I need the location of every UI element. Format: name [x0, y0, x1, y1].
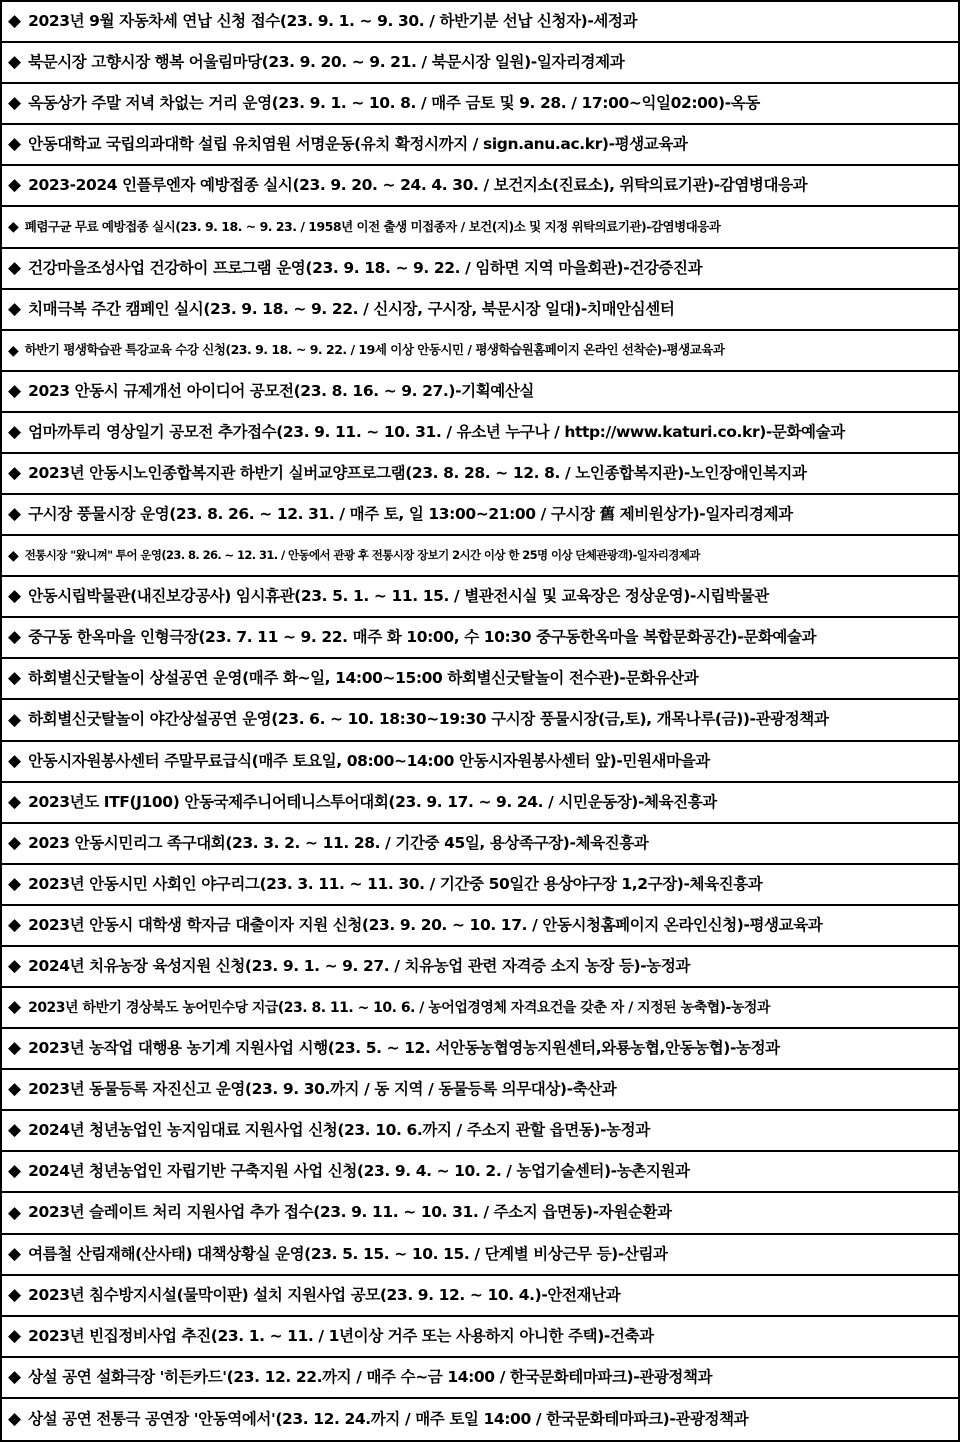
diamond-bullet-icon: ◆	[8, 299, 22, 319]
notice-text: 상설 공연 전통극 공연장 '안동역에서'(23. 12. 24.까지 / 매주 토일 14:00 / 한국문화테마파크)-관광정책과	[28, 1409, 749, 1428]
notice-item	[2, 1152, 958, 1193]
notice-item	[2, 43, 958, 84]
notice-text: 북문시장 고향시장 행복 어울림마당(23. 9. 20. ~ 9. 21. / 북문시장 일원)-일자리경제과	[28, 52, 625, 71]
notice-item	[2, 413, 958, 454]
notice-item	[2, 495, 958, 536]
diamond-bullet-icon: ◆	[8, 833, 22, 853]
diamond-bullet-icon: ◆	[8, 1326, 22, 1346]
diamond-bullet-icon: ◆	[8, 258, 22, 278]
diamond-bullet-icon: ◆	[8, 381, 22, 401]
notice-item	[2, 1317, 958, 1358]
notice-item	[2, 906, 958, 947]
diamond-bullet-icon: ◆	[8, 997, 22, 1017]
diamond-bullet-icon: ◆	[8, 627, 22, 647]
notice-item	[2, 1070, 958, 1111]
notice-text: 2023년 하반기 경상북도 농어민수당 지급(23. 8. 11. ~ 10. 6. / 농어업경영체 자격요건을 갖춘 자 / 지정된 농축협)-농정과	[28, 999, 770, 1016]
notice-text: 상설 공연 설화극장 '히든카드'(23. 12. 22.까지 / 매주 수~금 14:00 / 한국문화테마파크)-관광정책과	[28, 1367, 713, 1386]
diamond-bullet-icon: ◆	[8, 422, 22, 442]
notice-text: 2023년 빈집정비사업 추진(23. 1. ~ 11. / 1년이상 거주 또는 사용하지 아니한 주택)-건축과	[28, 1326, 654, 1345]
notice-text: 2023년 슬레이트 처리 지원사업 추가 접수(23. 9. 11. ~ 10. 31. / 주소지 읍면동)-자원순환과	[28, 1203, 672, 1222]
diamond-bullet-icon: ◆	[8, 751, 22, 771]
notice-text: 엄마까투리 영상일기 공모전 추가접수(23. 9. 11. ~ 10. 31. / 유소년 누구나 / http://www.katuri.co.kr)-문화예술과	[28, 422, 845, 441]
notice-item	[2, 125, 958, 166]
notice-item	[2, 824, 958, 865]
notice-item	[2, 659, 958, 700]
notice-item	[2, 166, 958, 207]
diamond-bullet-icon: ◆	[8, 175, 22, 195]
notice-text: 중구동 한옥마을 인형극장(23. 7. 11 ~ 9. 22. 매주 화 10:00, 수 10:30 중구동한옥마을 복합문화공간)-문화예술과	[28, 627, 817, 646]
notice-text: 2023년 안동시 대학생 학자금 대출이자 지원 신청(23. 9. 20. ~ 10. 17. / 안동시청홈페이지 온라인신청)-평생교육과	[28, 915, 823, 934]
diamond-bullet-icon: ◆	[8, 1038, 22, 1058]
diamond-bullet-icon: ◆	[8, 1409, 22, 1429]
notice-item	[2, 783, 958, 824]
notice-item	[2, 372, 958, 413]
notice-text: 2023년 안동시민 사회인 야구리그(23. 3. 11. ~ 11. 30. / 기간중 50일간 용상야구장 1,2구장)-체육진흥과	[28, 874, 763, 893]
diamond-bullet-icon: ◆	[8, 547, 19, 564]
notice-item	[2, 1276, 958, 1317]
notice-item	[2, 1235, 958, 1276]
notice-text: 여름철 산림재해(산사태) 대책상황실 운영(23. 5. 15. ~ 10. 15. / 단계별 비상근무 등)-산림과	[28, 1244, 668, 1263]
notice-item	[2, 700, 958, 742]
notice-text: 2023년 침수방지시설(물막이판) 설치 지원사업 공모(23. 9. 12. ~ 10. 4.)-안전재난과	[28, 1285, 621, 1304]
notice-text: 하반기 평생학습관 특강교육 수강 신청(23. 9. 18. ~ 9. 22. / 19세 이상 안동시민 / 평생학습원홈페이지 온라인 선착순)-평생교육과	[24, 342, 725, 358]
diamond-bullet-icon: ◆	[8, 1367, 22, 1387]
notice-item	[2, 947, 958, 988]
notice-item	[2, 1111, 958, 1152]
diamond-bullet-icon: ◆	[8, 1202, 22, 1223]
notice-item	[2, 454, 958, 495]
notice-text: 건강마을조성사업 건강하이 프로그램 운영(23. 9. 18. ~ 9. 22. / 임하면 지역 마을회관)-건강증진과	[28, 258, 703, 277]
notice-text: 2024년 청년농업인 농지임대료 지원사업 신청(23. 10. 6.까지 / 주소지 관할 읍면동)-농정과	[28, 1120, 650, 1139]
diamond-bullet-icon: ◆	[8, 219, 19, 235]
notice-text: 하회별신굿탈놀이 야간상설공연 운영(23. 6. ~ 10. 18:30~19:30 구시장 풍물시장(금,토), 개목나루(금))-관광정책과	[28, 710, 829, 729]
diamond-bullet-icon: ◆	[8, 504, 22, 524]
notice-text: 옥동상가 주말 저녁 차없는 거리 운영(23. 9. 1. ~ 10. 8. / 매주 금토 및 9. 28. / 17:00~익일02:00)-옥동	[28, 93, 760, 112]
notice-item	[2, 988, 958, 1029]
notice-text: 폐렴구균 무료 예방접종 실시(23. 9. 18. ~ 9. 23. / 1958년 이전 출생 미접종자 / 보건(지)소 및 지정 위탁의료기관)-감염병대응과	[24, 218, 721, 234]
notice-item	[2, 618, 958, 659]
notice-text: 2024년 치유농장 육성지원 신청(23. 9. 1. ~ 9. 27. / 치유농업 관련 자격증 소지 농장 등)-농정과	[28, 956, 690, 975]
notice-text: 안동시립박물관(내진보강공사) 임시휴관(23. 5. 1. ~ 11. 15. / 별관전시실 및 교육장은 정상운영)-시립박물관	[28, 586, 769, 605]
diamond-bullet-icon: ◆	[8, 1244, 22, 1264]
notice-item	[2, 207, 958, 249]
notice-text: 2023년 안동시노인종합복지관 하반기 실버교양프로그램(23. 8. 28. ~ 12. 8. / 노인종합복지관)-노인장애인복지과	[28, 463, 807, 482]
notice-text: 치매극복 주간 캠페인 실시(23. 9. 18. ~ 9. 22. / 신시장, 구시장, 북문시장 일대)-치매안심센터	[28, 299, 675, 318]
diamond-bullet-icon: ◆	[8, 792, 22, 812]
notice-text: 안동대학교 국립의과대학 설립 유치염원 서명운동(유치 확정시까지 / sign.anu.ac.kr)-평생교육과	[28, 134, 688, 153]
notice-text: 2023-2024 인플루엔자 예방접종 실시(23. 9. 20. ~ 24. 4. 30. / 보건지소(진료소), 위탁의료기관)-감염병대응과	[28, 175, 808, 194]
notice-item	[2, 742, 958, 783]
diamond-bullet-icon: ◆	[8, 668, 22, 688]
notice-text: 구시장 풍물시장 운영(23. 8. 26. ~ 12. 31. / 매주 토, 일 13:00~21:00 / 구시장 舊 제비원상가)-일자리경제과	[28, 504, 793, 523]
diamond-bullet-icon: ◆	[8, 463, 22, 483]
diamond-bullet-icon: ◆	[8, 915, 22, 935]
notice-text: 하회별신굿탈놀이 상설공연 운영(매주 화~일, 14:00~15:00 하회별신굿탈놀이 전수관)-문화유산과	[28, 668, 699, 687]
notice-text: 2023년 동물등록 자진신고 운영(23. 9. 30.까지 / 동 지역 / 동물등록 의무대상)-축산과	[28, 1079, 617, 1098]
diamond-bullet-icon: ◆	[8, 1079, 22, 1099]
notice-item	[2, 249, 958, 290]
notice-text: 전통시장 "왔니껴" 투어 운영(23. 8. 26. ~ 12. 31. / 안동에서 관광 후 전통시장 장보기 2시간 이상 한 25명 이상 단체관광객)-일자리경제과	[24, 547, 700, 562]
diamond-bullet-icon: ◆	[8, 1285, 22, 1305]
diamond-bullet-icon: ◆	[8, 52, 22, 72]
notice-item	[2, 331, 958, 372]
diamond-bullet-icon: ◆	[8, 956, 22, 976]
diamond-bullet-icon: ◆	[8, 342, 19, 359]
diamond-bullet-icon: ◆	[8, 874, 22, 894]
notice-item	[2, 865, 958, 906]
notice-item	[2, 1029, 958, 1070]
notice-text: 2023 안동시민리그 족구대회(23. 3. 2. ~ 11. 28. / 기간중 45일, 용상족구장)-체육진흥과	[28, 833, 649, 852]
notice-item	[2, 1399, 958, 1440]
diamond-bullet-icon: ◆	[8, 709, 22, 730]
notice-text: 2023년 농작업 대행용 농기계 지원사업 시행(23. 5. ~ 12. 서안동농협영농지원센터,와룡농협,안동농협)-농정과	[28, 1038, 780, 1057]
diamond-bullet-icon: ◆	[8, 134, 22, 154]
notice-item	[2, 290, 958, 331]
diamond-bullet-icon: ◆	[8, 1161, 22, 1181]
notice-item	[2, 577, 958, 618]
notice-text: 2023년도 ITF(J100) 안동국제주니어테니스투어대회(23. 9. 17. ~ 9. 24. / 시민운동장)-체육진흥과	[28, 792, 717, 811]
diamond-bullet-icon: ◆	[8, 1120, 22, 1140]
notice-item	[2, 84, 958, 125]
notice-item	[2, 1193, 958, 1235]
notice-text: 2023 안동시 규제개선 아이디어 공모전(23. 8. 16. ~ 9. 27.)-기획예산실	[28, 381, 534, 400]
notice-item	[2, 536, 958, 577]
notice-text: 안동시자원봉사센터 주말무료급식(매주 토요일, 08:00~14:00 안동시자원봉사센터 앞)-민원새마을과	[28, 751, 710, 770]
diamond-bullet-icon: ◆	[8, 93, 22, 113]
notice-text: 2023년 9월 자동차세 연납 신청 접수(23. 9. 1. ~ 9. 30. / 하반기분 선납 신청자)-세정과	[28, 11, 638, 30]
notice-text: 2024년 청년농업인 자립기반 구축지원 사업 신청(23. 9. 4. ~ 10. 2. / 농업기술센터)-농촌지원과	[28, 1161, 690, 1180]
notice-item	[2, 1358, 958, 1399]
diamond-bullet-icon: ◆	[8, 586, 22, 606]
diamond-bullet-icon: ◆	[8, 11, 22, 31]
notice-item	[2, 2, 958, 43]
